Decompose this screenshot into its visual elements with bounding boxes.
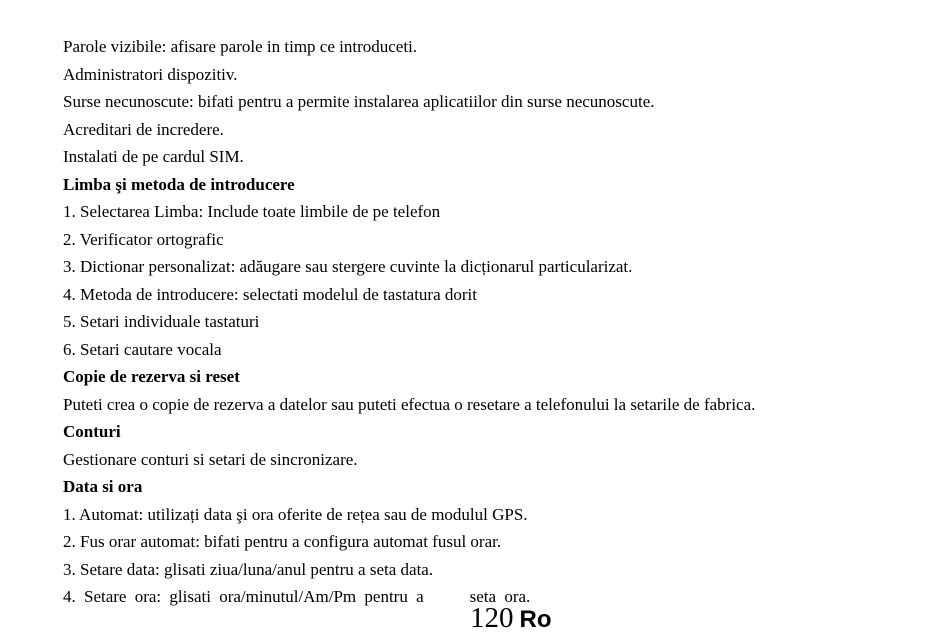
list-item-part: seta ora. — [469, 587, 531, 606]
list-item-part: 4. Setare ora: glisati ora/minutul/Am/Pm pentru a — [63, 587, 424, 606]
language-code: Ro — [519, 606, 552, 633]
text-line: Instalati de pe cardul SIM. — [63, 147, 244, 166]
list-item: 2. Verificator ortografic — [63, 229, 224, 249]
list-item: 1. Automat: utilizați data şi ora oferite de rețea sau de modulul GPS. — [63, 504, 528, 524]
list-item: 6. Setari cautare vocala — [63, 339, 222, 359]
section-heading-backup-reset: Copie de rezerva si reset — [63, 367, 240, 386]
list-item: 5. Setari individuale tastaturi — [63, 312, 260, 331]
list-item: 2. Fus orar automat: bifati pentru a configura automat fusul orar. — [63, 532, 502, 551]
text-line: Gestionare conturi si setari de sincronizare. — [63, 449, 358, 469]
section-heading-date-time: Data si ora — [63, 477, 143, 496]
text-line: Administratori dispozitiv. — [63, 64, 238, 84]
document-body — [63, 33, 923, 611]
list-item: 1. Selectarea Limba: Include toate limbile de pe telefon — [63, 202, 441, 221]
page-number: 120 — [470, 602, 514, 634]
list-item: 3. Setare data: glisati ziua/luna/anul pentru a seta data. — [63, 559, 434, 579]
text-line: Acreditari de incredere. — [63, 119, 224, 139]
section-heading-accounts: Conturi — [63, 422, 121, 441]
section-heading-language-input: Limba şi metoda de introducere — [63, 174, 295, 194]
page-footer — [470, 600, 552, 641]
text-line: Surse necunoscute: bifati pentru a permite instalarea aplicatiilor din surse necunoscute. — [63, 92, 655, 111]
text-line: Parole vizibile: afisare parole in timp ce introduceti. — [63, 37, 418, 56]
list-item: 3. Dictionar personalizat: adăugare sau stergere cuvinte la dicționarul particularizat. — [63, 257, 633, 276]
text-line: Puteti crea o copie de rezerva a datelor sau puteti efectua o resetare a telefonului la setarile de fabrica. — [63, 394, 756, 414]
list-item: 4. Metoda de introducere: selectati modelul de tastatura dorit — [63, 284, 477, 304]
